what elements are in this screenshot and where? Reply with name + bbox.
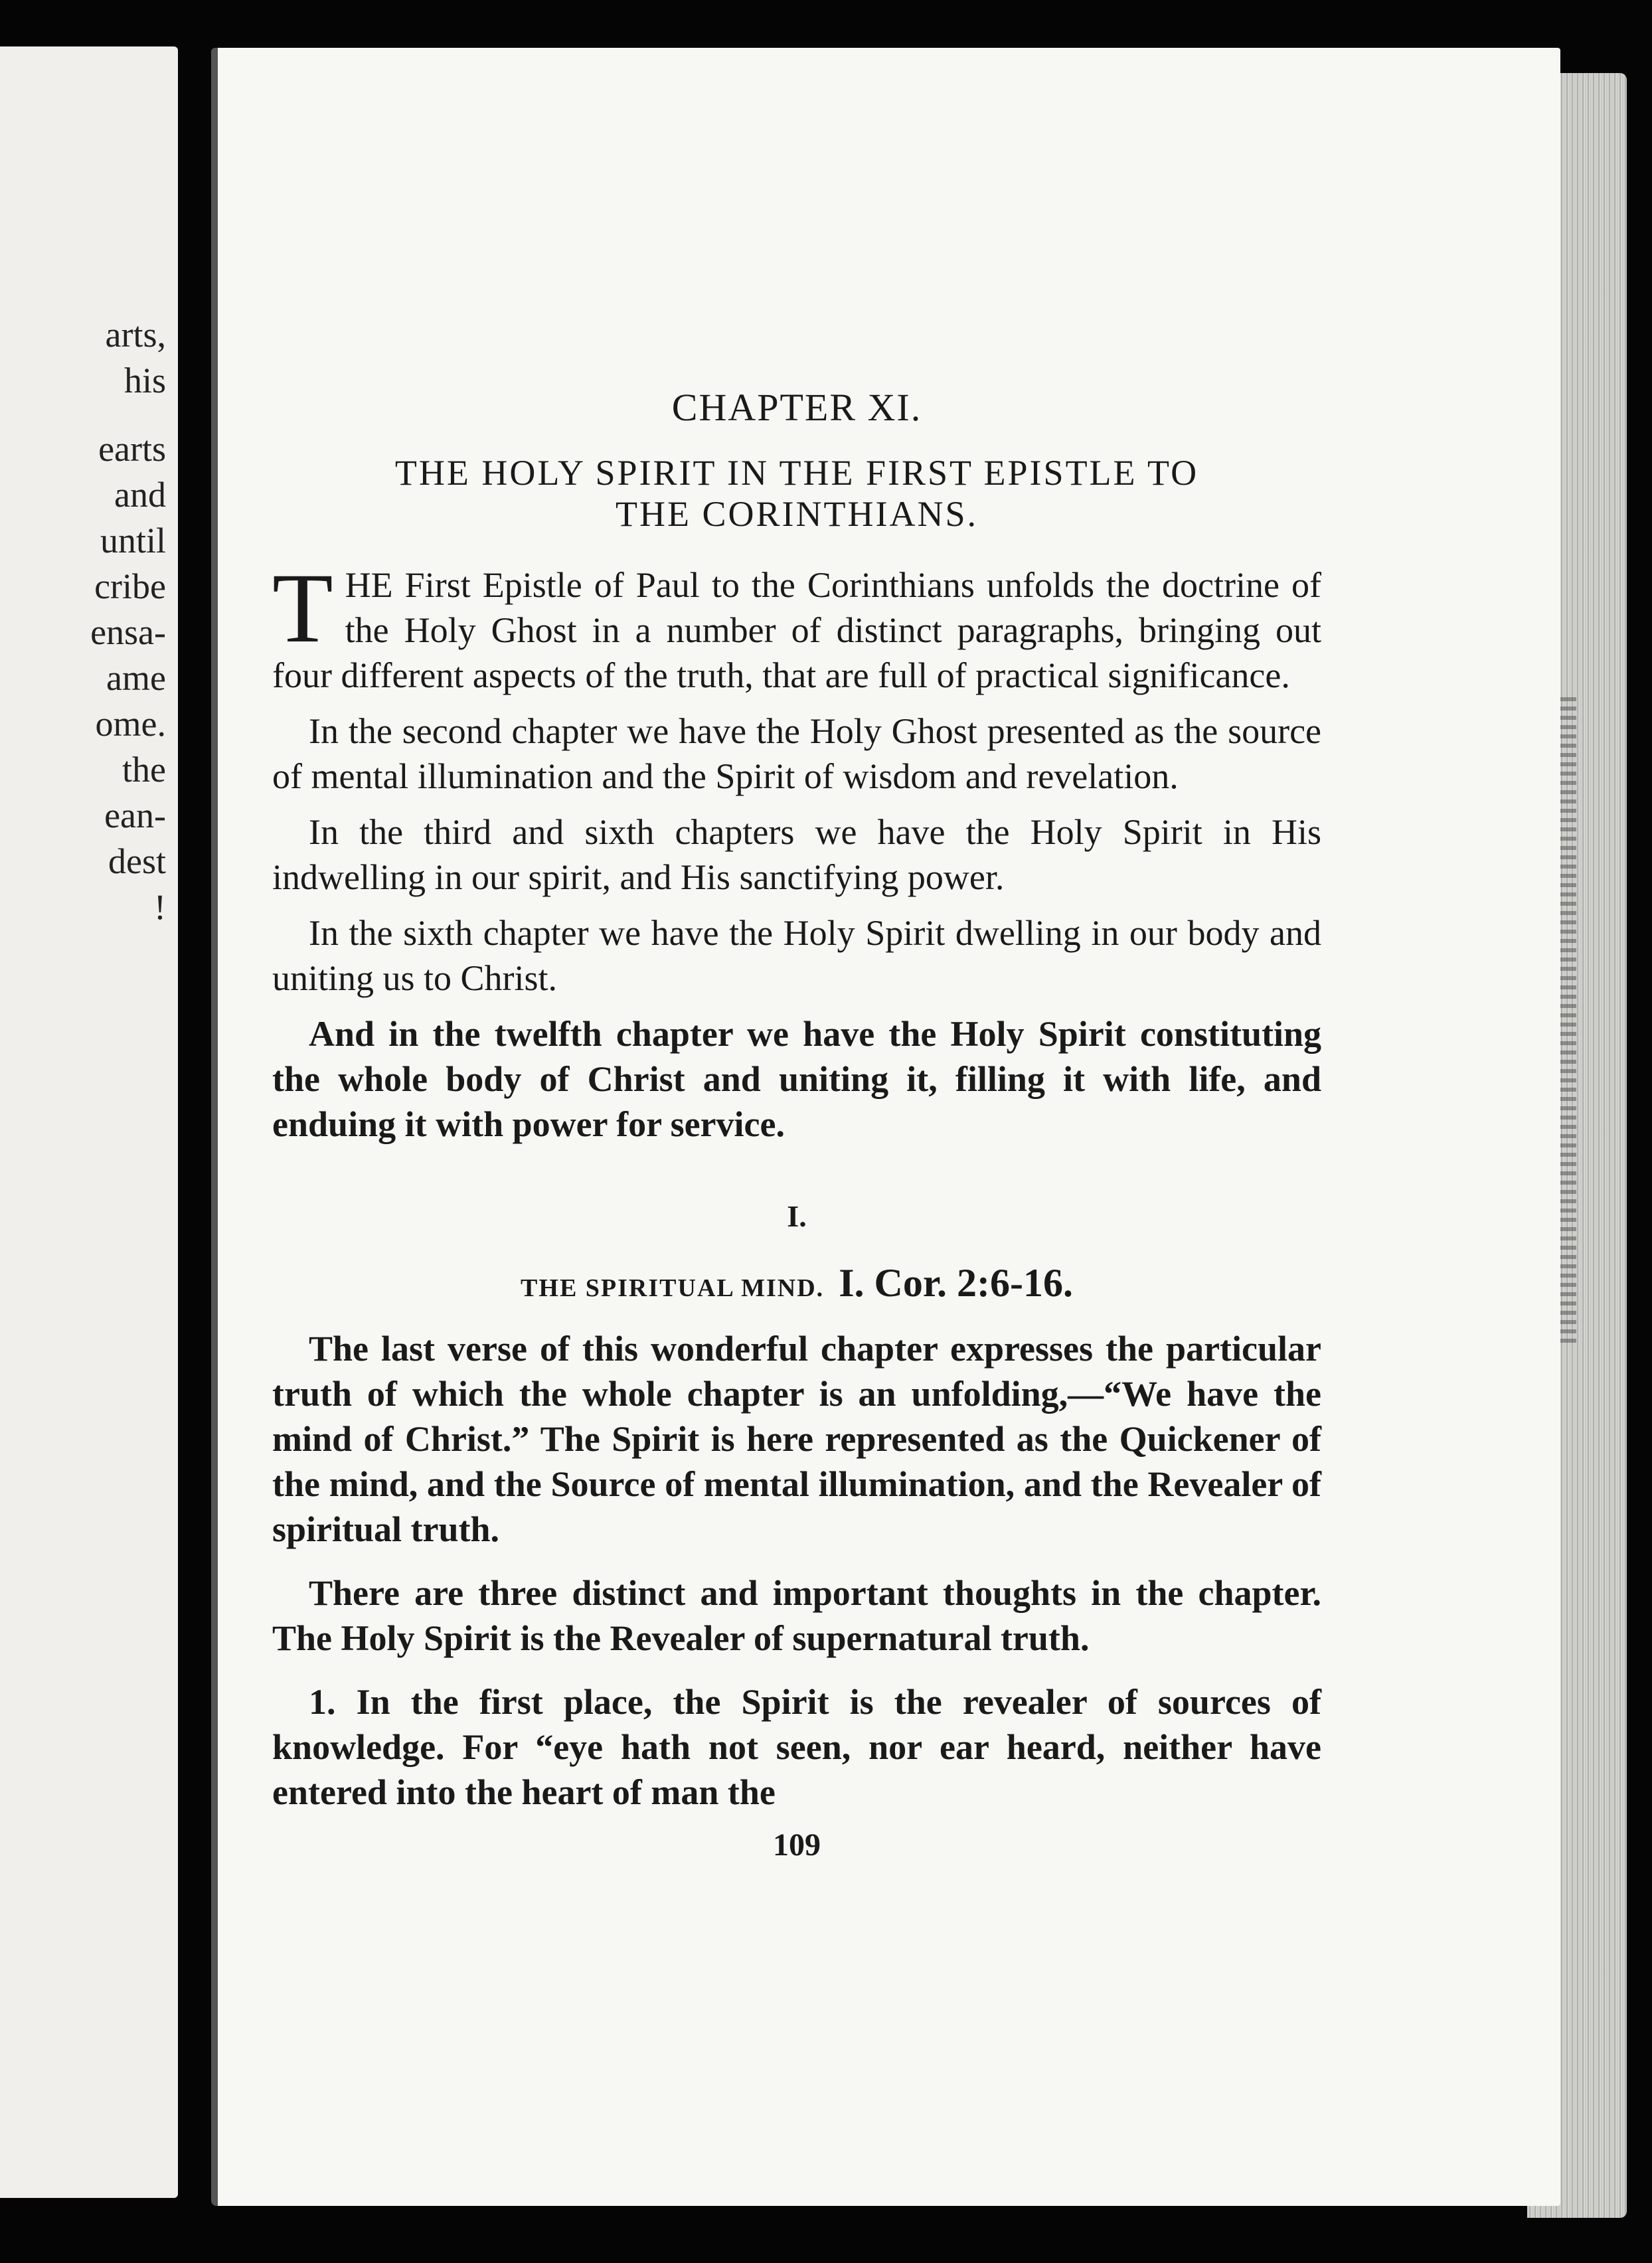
chapter-number: CHAPTER XI.: [671, 386, 922, 429]
fragment-line: ame: [106, 658, 166, 698]
fragment-line: ensa-: [90, 612, 166, 652]
page-body: [272, 385, 1321, 1863]
section-title: THE SPIRITUAL MIND.: [521, 1274, 825, 1302]
fragment-line: and: [114, 475, 166, 515]
scripture-reference: I. Cor. 2:6-16.: [839, 1261, 1073, 1305]
chapter-title-line: THE CORINTHIANS.: [616, 494, 978, 534]
fragment-line: ean-: [104, 796, 166, 835]
intro-text: HE First Epistle of Paul to the Corinthians unfolds the doctrine of the Holy Ghost in a number of distinct paragraphs, bringing out four different aspects of the truth, that are full of practical significance.: [272, 565, 1321, 695]
fragment-line: !: [154, 887, 166, 927]
paragraph: In the third and sixth chapters we have the Holy Spirit in His indwelling in our spirit, and His sanctifying power.: [272, 812, 1321, 897]
fragment-line: earts: [98, 429, 166, 469]
paragraph: 1. In the first place, the Spirit is the revealer of sources of knowledge. For “eye hath not seen, nor ear heard, neither have entered into the heart of man the: [272, 1682, 1321, 1812]
fragment-line: cribe: [94, 566, 166, 606]
drop-cap: T: [272, 553, 333, 663]
fragment-line: his: [124, 361, 166, 400]
paragraph: In the sixth chapter we have the Holy Spirit dwelling in our body and uniting us to Christ.: [272, 913, 1321, 998]
paragraph: There are three distinct and important thoughts in the chapter. The Holy Spirit is the Revealer of supernatural truth.: [272, 1573, 1321, 1658]
paragraph: The last verse of this wonderful chapter expresses the particular truth of which the whole chapter is an unfolding,—“We have the mind of Christ.” The Spirit is here represented as the Quickener of the mind, and the Source of mental illumination, and the Revealer of spiritual truth.: [272, 1329, 1321, 1549]
fragment-line: ome.: [95, 704, 166, 744]
paragraph: And in the twelfth chapter we have the Holy Spirit constituting the whole body of Christ and uniting it, filling it with life, and enduing it with power for service.: [272, 1014, 1321, 1144]
chapter-title: [272, 452, 1321, 535]
previous-page: [0, 46, 178, 2198]
previous-page-text: [90, 312, 166, 930]
section-heading: [272, 1260, 1321, 1306]
intro-paragraph: [272, 553, 1321, 698]
chapter-title-line: THE HOLY SPIRIT IN THE FIRST EPISTLE TO: [394, 453, 1199, 493]
fragment-line: the: [122, 750, 166, 790]
paragraph: In the second chapter we have the Holy Ghost presented as the source of mental illumination and the Spirit of wisdom and revelation.: [272, 711, 1321, 796]
fragment-line: dest: [108, 841, 166, 881]
section-number: I.: [787, 1199, 807, 1233]
fragment-line: arts,: [105, 315, 166, 355]
fragment-line: until: [100, 521, 166, 560]
page-number: 109: [773, 1827, 821, 1863]
